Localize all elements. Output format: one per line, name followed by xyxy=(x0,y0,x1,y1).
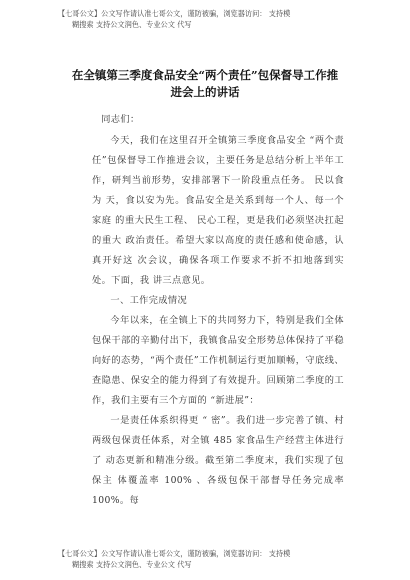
header-banner-line-2: 糊搜索 支持公文润色、专业公文 代写 xyxy=(72,20,192,29)
footer-banner-line-2: 糊搜索 支持公文润色、专业公文 代写 xyxy=(72,560,192,569)
document-title: 在全镇第三季度食品安全“两个责任”包保督导工作推进会上的讲话 xyxy=(71,68,339,99)
paragraph-intro: 今天，我们在这里召开全镇第三季度食品安全 “两个责 任”包保督导工作推进会议，主要任务是总结分析上半年工 作，研判当前形势，安排部署下一阶段重点任务。 民以食为 天，食以安为先。食品安全是关系到每一个人、每一个家庭 的重大民生工程、 民心工程，更是我们必须坚决扛起的重大 政治责任。希望大家以高度的责任感和使命感，认真开好这 次会议，确保各项工作要求不折不扣地落到实处。下面，我 讲三点意见。 xyxy=(92,135,344,286)
footer-banner xyxy=(58,548,358,570)
document-body xyxy=(92,110,344,511)
salutation: 同志们： xyxy=(101,114,140,125)
paragraph-responsibility: 一是责任体系织得更 “ 密”。我们进一步完善了镇、村 两级包保责任体系，对全镇 485 家食品生产经营主体进行了 动态更新和精准分级。截至第二季度末，我们实现了包保主 体覆盖率 100% 、各级包保干部督导任务完成率 100%。每 xyxy=(92,415,344,506)
section-heading-1: 一、工作完成情况 xyxy=(110,295,188,306)
paragraph-progress: 今年以来，在全镇上下的共同努力下，特别是我们全体包保干部的辛勤付出下，我镇食品安全形势总体保持了平稳向好的态势，“两个责任”工作机制运行更加顺畅，守底线、查隐患、保安全的能力得到了有效提升。回顾第二季度的工作，我们主要有三个方面的 “新进展”： xyxy=(92,315,344,406)
header-banner xyxy=(58,8,358,30)
footer-banner-line-1: 【七哥公文】公文写作请认准七哥公文，谨防被骗，浏览器访问： 支持模 xyxy=(58,549,291,558)
header-banner-line-1: 【七哥公文】公文写作请认准七哥公文，谨防被骗，浏览器访问： 支持模 xyxy=(58,9,291,18)
